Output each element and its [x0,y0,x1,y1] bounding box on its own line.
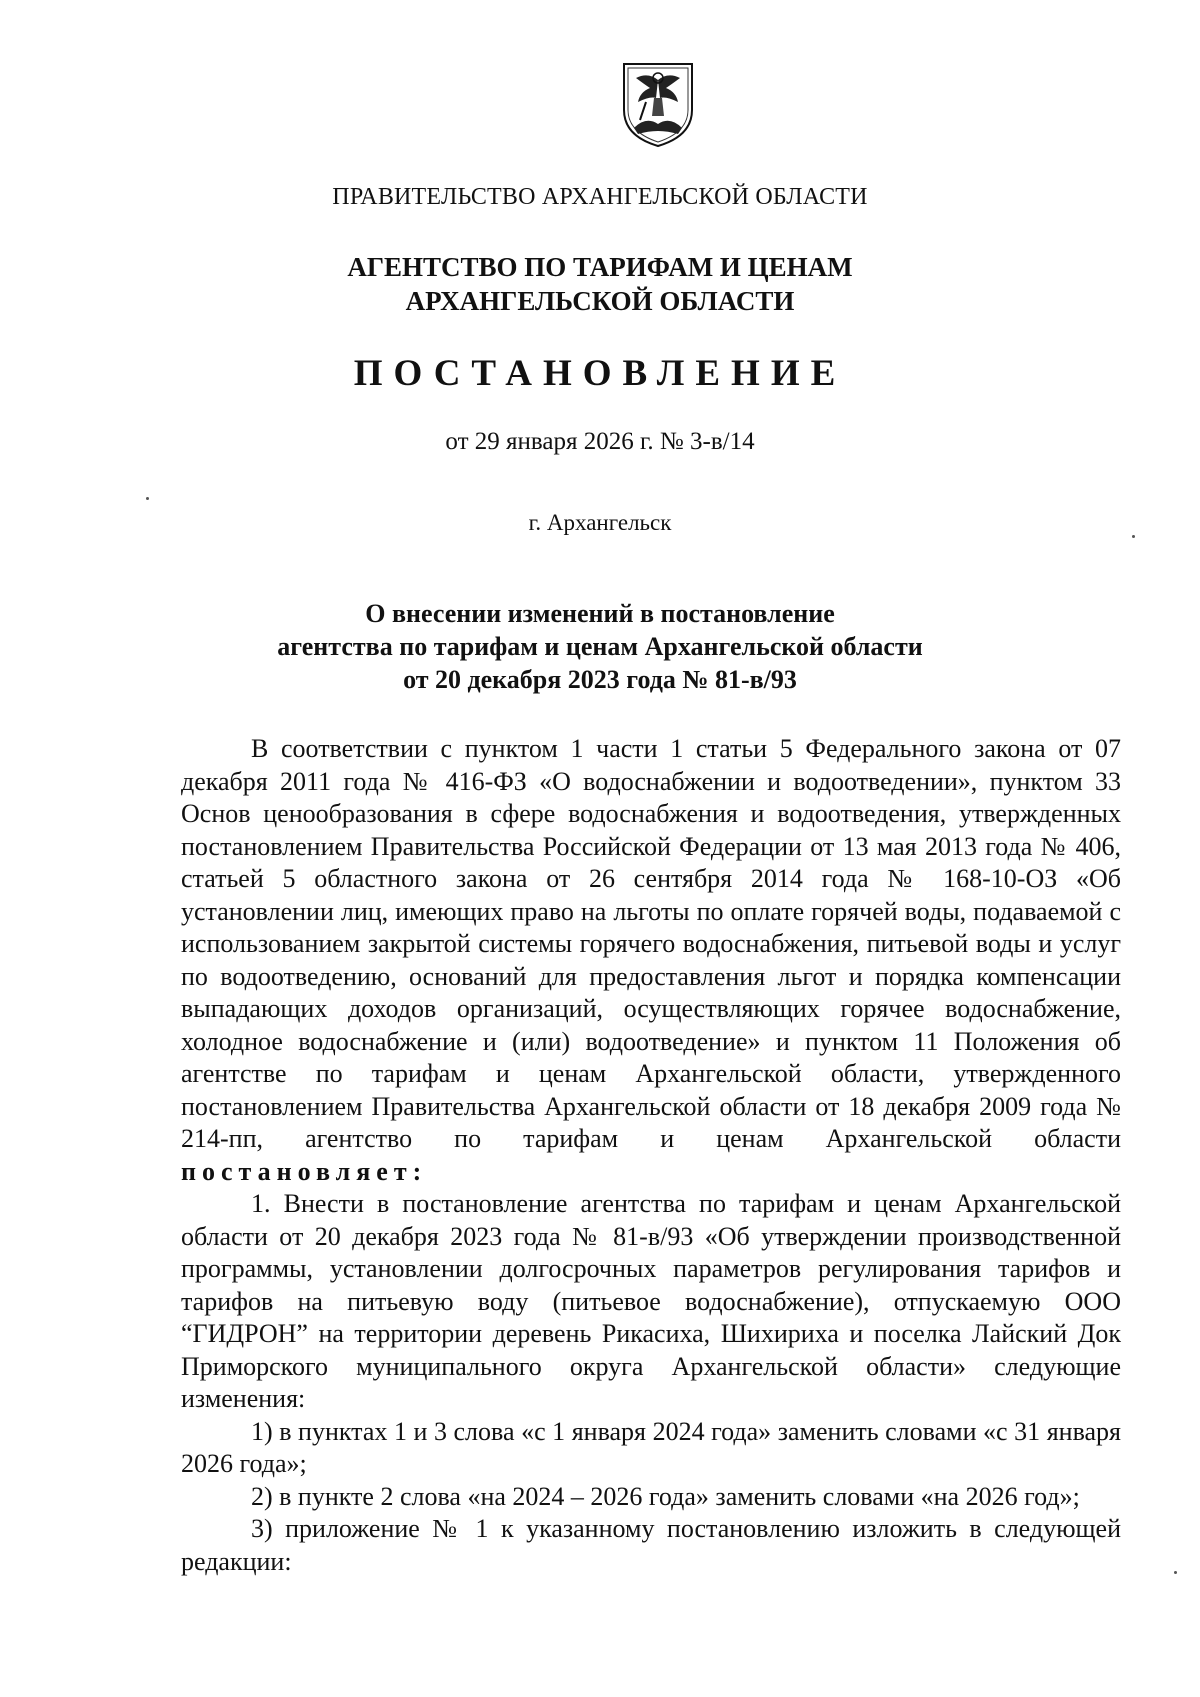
agency-name [0,250,1200,318]
preamble-text: В соответствии с пунктом 1 части 1 статьи 5 Федерального закона от 07 декабря 2011 года № 416-ФЗ «О водоснабжении и водоотведении», пунктом 33 Основ ценообразования в сфере водоснабжения и водоотведения, утвержденных постановлением Правительства Российской Федерации от 13 мая 2013 года № 406, статьей 5 областного закона от 26 сентября 2014 года № 168-10-ОЗ «Об установлении лиц, имеющих право на льготы по оплате горячей воды, подаваемой с использованием закрытой системы горячего водоснабжения, питьевой воды и услуг по водоотведению, оснований для предоставления льгот и порядка компенсации выпадающих доходов организаций, осуществляющих горячее водоснабжение, холодное водоснабжение и (или) водоотведение» и пунктом 11 Положения об агентстве по тарифам и ценам Архангельской области, утвержденного постановлением Правительства Архангельской области от 18 декабря 2009 года № 214-пп, агентство по тарифам и ценам Архангельской области [181,734,1121,1153]
preamble-paragraph [181,733,1121,1188]
document-type: ПОСТАНОВЛЕНИЕ [353,353,847,394]
agency-name-line2: АРХАНГЕЛЬСКОЙ ОБЛАСТИ [405,286,795,316]
scan-speck [1174,1571,1177,1574]
city: г. Архангельск [528,510,672,535]
coat-of-arms-icon [620,58,696,150]
decree-word: постановляет: [181,1156,428,1186]
agency-name-line1: АГЕНТСТВО ПО ТАРИФАМ И ЦЕНАМ [347,252,853,282]
scan-speck [1132,535,1135,538]
subject-line3: от 20 декабря 2023 года № 81-в/93 [403,665,797,694]
subitem-2-paragraph: 2) в пункте 2 слова «на 2024 – 2026 года» заменить словами «на 2026 год»; [251,1481,1080,1511]
subitem-1-paragraph: 1) в пунктах 1 и 3 слова «с 1 января 2024 года» заменить словами «с 31 января 2026 года»; [181,1416,1121,1478]
scan-speck [146,497,149,500]
subitem-3-paragraph: 3) приложение № 1 к указанному постановлению изложить в следующей редакции: [181,1514,1121,1576]
document-subject [0,597,1200,696]
subject-line2: агентства по тарифам и ценам Архангельской области [277,632,923,661]
date-and-number: от 29 января 2026 г. № 3-в/14 [445,428,755,455]
government-name: ПРАВИТЕЛЬСТВО АРХАНГЕЛЬСКОЙ ОБЛАСТИ [332,184,868,210]
document-body [181,733,1121,1578]
subject-line1: О внесении изменений в постановление [365,599,835,628]
item-1-paragraph: 1. Внести в постановление агентства по тарифам и ценам Архангельской области от 20 декабря 2023 года № 81-в/93 «Об утверждении производственной программы, установлении долгосрочных параметров регулирования тарифов и тарифов на питьевую воду (питьевое водоснабжение), отпускаемую ООО “ГИДРОН” на территории деревень Рикасиха, Шихириха и поселка Лайский Док Приморского муниципального округа Архангельской области» следующие изменения: [181,1189,1121,1413]
